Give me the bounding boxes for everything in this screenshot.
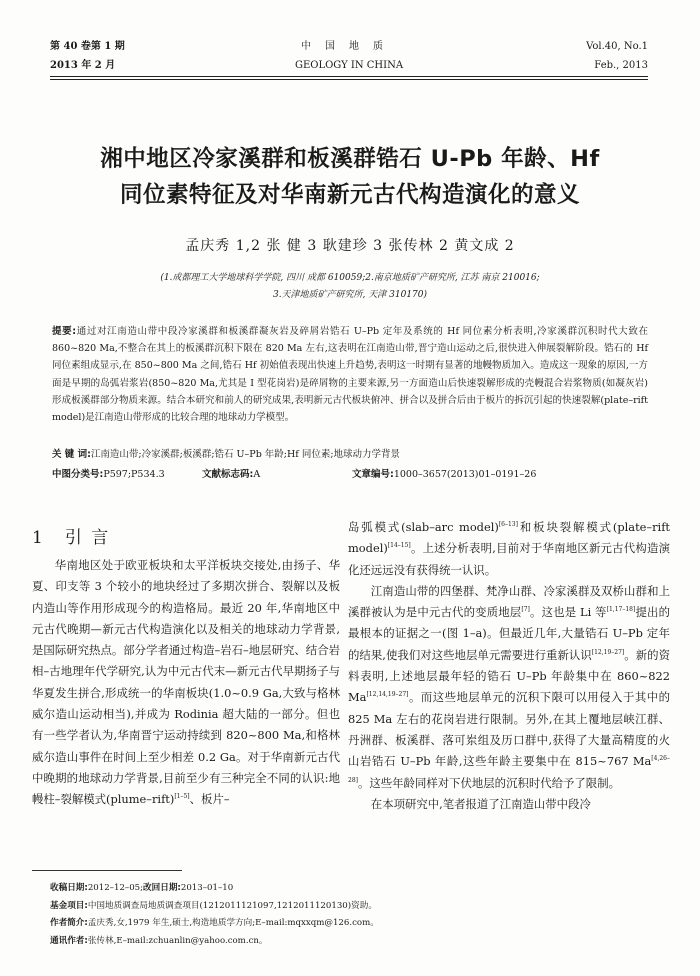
article-id-value: 1000–3657(2013)01–0191–26	[393, 469, 537, 480]
corresponding-text: 张传林,E–mail:zchuanlin@yahoo.com.cn。	[87, 935, 268, 946]
section-heading	[32, 527, 340, 549]
text-run: 。新的资料表明,上述地层最年轻的锆石 U–Pb 年龄集中在 860~822 Ma	[348, 647, 670, 705]
author-bio-text: 孟庆秀,女,1979 年生,硕士,构造地质学方向;E–mail:mqxxqm@126.com。	[87, 918, 379, 928]
journal-name-cn: 中国地质	[301, 41, 397, 52]
article-id-label: 文章编号:	[352, 469, 394, 480]
abstract-label: 提要:	[52, 326, 77, 337]
author-bio-label: 作者简介:	[50, 918, 88, 928]
citation: [1–5]	[174, 793, 190, 801]
text-run: 。这些年龄同样对下伏地层的沉积时代给予了限制。	[357, 775, 620, 790]
text-run: 岛弧模式(slab–arc model)	[348, 520, 499, 534]
doc-code-value: A	[253, 469, 261, 480]
running-header	[50, 40, 648, 80]
paragraph	[348, 794, 670, 815]
affiliation-line-2: 3.天津地质矿产研究所, 天津 310170)	[272, 290, 428, 300]
text-run: 。这也是 Li 等	[529, 605, 607, 620]
keywords-text: 江南造山带;冷家溪群;板溪群;锆石 U–Pb 年龄;Hf 同位素;地球动力学背景	[90, 449, 401, 460]
doc-code-label: 文献标志码:	[202, 469, 254, 480]
footnotes	[50, 880, 660, 950]
citation: [6–13]	[498, 521, 518, 529]
date-en: Feb., 2013	[594, 60, 648, 71]
classification-line	[52, 466, 648, 483]
text-run: 。而这些地层单元的沉积下限可以用侵入于其中的 825 Ma 左右的花岗岩进行限制。另外,在其上覆地层峡江群、丹洲群、板溪群、落可岽组及历口群中,获得了大量高精度的火山岩锆石 U–Pb 年龄,这些年龄主要集中在 815~767 Ma	[348, 690, 670, 769]
affiliations	[80, 270, 620, 304]
footnote-dates	[50, 880, 660, 898]
revised-label: 改回日期:	[143, 883, 181, 893]
keywords-label: 关 键 词:	[52, 449, 91, 460]
text-run: 提出的最根本的证据之一(图 1–a)。但最近几年,大量锆石 U–Pb 定年的结果,使我们对这些地层单元需要进行重新认识	[348, 605, 670, 662]
abstract	[52, 323, 648, 426]
paper-title	[30, 141, 670, 213]
title-line-2: 同位素特征及对华南新元古代构造演化的意义	[119, 182, 580, 208]
author-list: 孟庆秀 1,2 张 健 3 耿建珍 3 张传林 2 黄文成 2	[185, 238, 515, 254]
volume-issue-cn: 第 40 卷第 1 期	[50, 41, 125, 52]
received-date: 2012–12–05;	[87, 883, 144, 893]
citation: [12,14,19–27]	[366, 691, 409, 699]
abstract-text: 通过对江南造山带中段冷家溪群和板溪群凝灰岩及碎屑岩锆石 U–Pb 定年及系统的 Hf 同位素分析表明,冷家溪群沉积时代大致在 860~820 Ma,不整合在其上的板溪群沉积下限在 820 Ma 左右,这表明在江南造山带,晋宁造山运动之后,很快进入伸展裂解阶段。锆石的 Hf 同位素组成显示,在 850~800 Ma 之间,锆石 Hf 初始值表现出快速上升趋势,表明这一时期有显著的地幔物质加入。造成这一现象的原因,一方面是早期的岛弧岩浆岩(850~820 Ma,尤其是 I 型花岗岩)是碎屑物的主要来源,另一方面造山后快速裂解形成的壳幔混合岩浆物质(如凝灰岩)形成板溪群部分物质来源。结合本研究和前人的研究成果,表明新元古代板块俯冲、拼合以及拼合后由于板片的拆沉引起的快速裂解(plate–rift model)是江南造山带形成的比较合理的地球动力学模型。	[52, 326, 648, 424]
keywords	[52, 446, 648, 463]
section-number: 1	[32, 528, 45, 548]
body-column-right	[348, 517, 670, 815]
paragraph	[32, 555, 340, 811]
volume-issue-en: Vol.40, No.1	[586, 41, 648, 52]
affiliation-line-1: (1.成都理工大学地球科学学院, 四川 成都 610059;2.南京地质矿产研究所, 江苏 南京 210016;	[160, 273, 540, 283]
header-rule-thin	[50, 79, 648, 80]
text-run: 在本项研究中,笔者报道了江南造山带中段冷	[370, 796, 591, 811]
footnote-rule	[32, 870, 182, 871]
text-run: 。上述分析表明,目前对于华南地区新元古代构造演化还远远没有获得统一认识。	[348, 541, 670, 577]
body-column-left	[32, 517, 340, 811]
corresponding-label: 通讯作者:	[50, 935, 88, 946]
citation: [12,19–27]	[591, 648, 625, 656]
citation: [4,26–28]	[348, 755, 670, 784]
footnote-author	[50, 915, 660, 933]
date-cn: 2013 年 2 月	[50, 60, 116, 71]
text-run: 华南地区处于欧亚板块和太平洋板块交接处,由扬子、华夏、印支等 3 个较小的地块经过了多期次拼合、裂解以及板内造山等作用形成现今的构造格局。最近 20 年,华南地区中元古代晚期—新元古代构造演化以及相关的地球动力学背景,是国际研究热点。部分学者通过构造–岩石–地层研究、结合岩相–古地理年代学研究,认为中元古代末—新元古代早期扬子与华夏发生拼合,形成统一的华南板块(1.0~0.9 Ga,大致与格林威尔造山运动相当),并成为 Rodinia 超大陆的一部分。但也有一些学者认为,华南晋宁运动持续到 820~800 Ma,和格林威尔造山事件在时间上至少相差 0.2 Ga。对于华南新元古代中晚期的地球动力学背景,目前至少有三种完全不同的认识:地幔柱–裂解模式(plume–rift)	[32, 558, 340, 807]
fund-text: 中国地质调查局地质调查项目(1212011121097,1212011120130)资助。	[87, 900, 377, 911]
footnote-fund	[50, 898, 660, 916]
section-title: 引 言	[64, 528, 111, 548]
paragraph	[348, 517, 670, 581]
footnote-corresponding	[50, 933, 660, 951]
text-run: 和板块裂解模式(plate–rift model)	[348, 520, 670, 556]
clc-value: P597;P534.3	[103, 469, 165, 480]
received-label: 收稿日期:	[50, 883, 88, 893]
paragraph	[348, 581, 670, 794]
header-rule-thick	[50, 76, 648, 77]
citation: [7]	[521, 606, 530, 614]
text-run: 、板片–	[189, 792, 230, 807]
fund-label: 基金项目:	[50, 900, 88, 911]
text-run: 江南造山带的四堡群、梵净山群、冷家溪群及双桥山群和上溪群被认为是中元古代的变质地层	[348, 583, 670, 620]
journal-name-en: GEOLOGY IN CHINA	[294, 60, 404, 71]
citation: [14–15]	[387, 542, 411, 550]
title-line-1: 湘中地区冷家溪群和板溪群锆石 U-Pb 年龄、Hf	[100, 146, 600, 172]
clc-label: 中图分类号:	[52, 469, 104, 480]
revised-date: 2013–01–10	[180, 883, 234, 893]
citation: [1,17–18]	[606, 606, 636, 614]
